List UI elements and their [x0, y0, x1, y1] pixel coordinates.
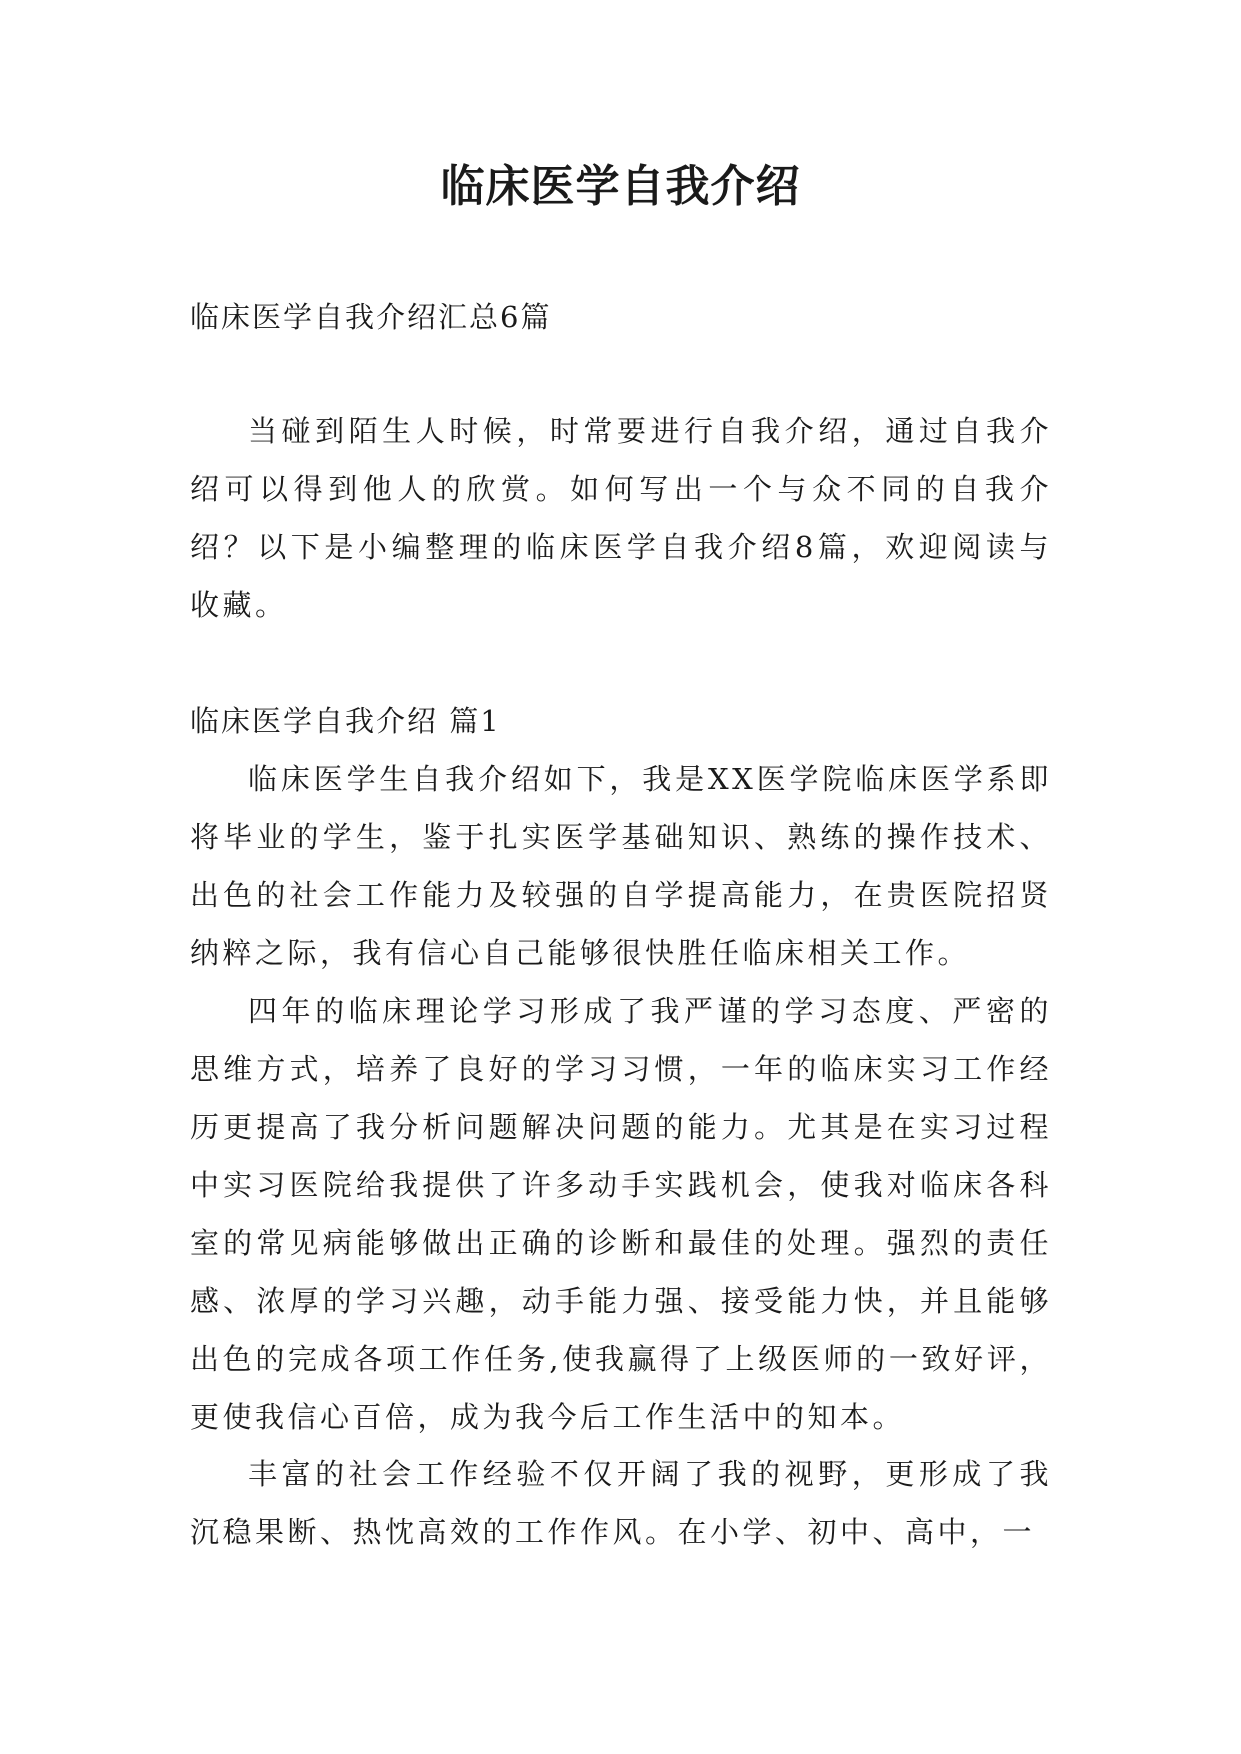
- body-paragraph: 临床医学生自我介绍如下，我是XX医学院临床医学系即将毕业的学生，鉴于扎实医学基础知识、熟练的操作技术、出色的社会工作能力及较强的自学提高能力，在贵医院招贤纳粹之际，我有信心自己能够很快胜任临床相关工作。: [190, 762, 1052, 970]
- body-paragraph: 四年的临床理论学习形成了我严谨的学习态度、严密的思维方式，培养了良好的学习习惯，一年的临床实习工作经历更提高了我分析问题解决问题的能力。尤其是在实习过程中实习医院给我提供了许多动手实践机会，使我对临床各科室的常见病能够做出正确的诊断和最佳的处理。强烈的责任感、浓厚的学习兴趣，动手能力强、接受能力快，并且能够出色的完成各项工作任务,使我赢得了上级医师的一致好评，更使我信心百倍，成为我今后工作生活中的知本。: [190, 994, 1052, 1434]
- document-subtitle: 临床医学自我介绍汇总6篇: [190, 300, 552, 334]
- document-title: 临床医学自我介绍: [440, 161, 801, 212]
- section-heading: 临床医学自我介绍 篇1: [190, 704, 501, 738]
- body-paragraph: 丰富的社会工作经验不仅开阔了我的视野，更形成了我沉稳果断、热忱高效的工作作风。在小学、初中、高中，一: [190, 1457, 1052, 1549]
- intro-paragraph: 当碰到陌生人时候，时常要进行自我介绍，通过自我介绍可以得到他人的欣赏。如何写出一个与众不同的自我介绍？以下是小编整理的临床医学自我介绍8篇，欢迎阅读与收藏。: [190, 414, 1052, 622]
